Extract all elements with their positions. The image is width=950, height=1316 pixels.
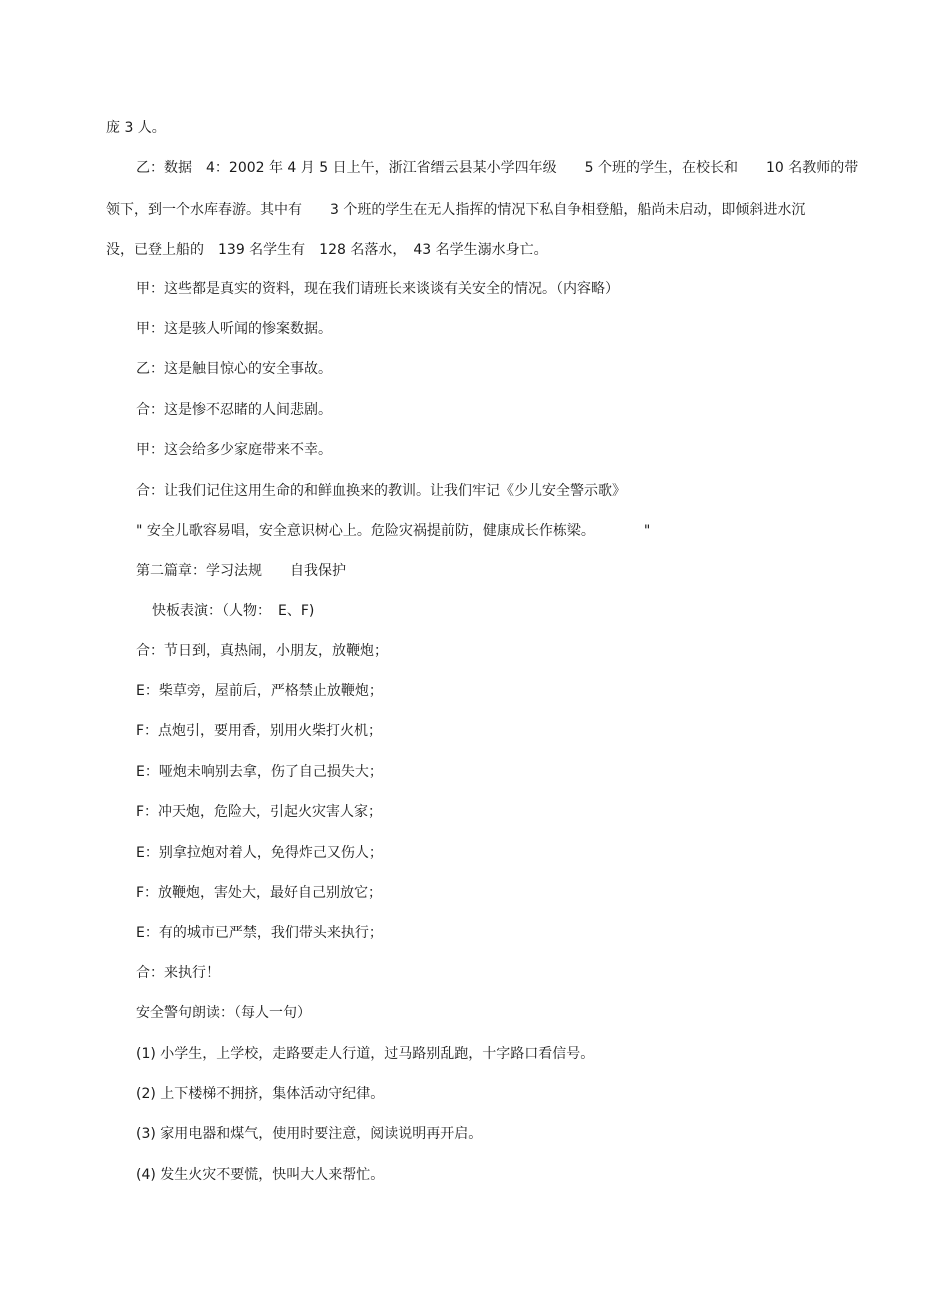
- text-line-19: E：别拿拉炮对着人，免得炸己又伤人；: [136, 845, 383, 861]
- text-line-1: 庞 3 人。: [106, 120, 166, 136]
- text-line-11: " 安全儿歌容易唱，安全意识树心上。危险灾祸提前防，健康成长作栋梁。 ": [136, 523, 651, 539]
- text-line-20: F：放鞭炮，害处大，最好自己别放它；: [136, 885, 383, 901]
- text-line-23: 安全警句朗读：（每人一句）: [136, 1005, 311, 1021]
- text-line-13: 快板表演：（人物： E、F): [152, 603, 315, 619]
- text-line-10: 合：让我们记住这用生命的和鲜血换来的教训。让我们牢记《少儿安全警示歌》: [136, 483, 626, 499]
- list-item-4: (4) 发生火灾不要慌，快叫大人来帮忙。: [136, 1167, 385, 1183]
- section-heading: 第二篇章：学习法规 自我保护: [136, 563, 346, 579]
- text-line-9: 甲：这会给多少家庭带来不幸。: [136, 442, 332, 458]
- text-line-18: F：冲天炮，危险大，引起火灾害人家；: [136, 804, 383, 820]
- text-line-4: 没，已登上船的 139 名学生有 128 名落水， 43 名学生溺水身亡。: [106, 242, 548, 258]
- text-line-21: E：有的城市已严禁，我们带头来执行；: [136, 925, 383, 941]
- text-line-2: 乙：数据 4：2002 年 4 月 5 日上午，浙江省缙云县某小学四年级 5 个班的学生，在校长和 10 名教师的带: [136, 160, 859, 176]
- text-line-5: 甲：这些都是真实的资料，现在我们请班长来谈谈有关安全的情况。（内容略）: [136, 281, 619, 297]
- list-item-2: (2) 上下楼梯不拥挤，集体活动守纪律。: [136, 1086, 385, 1102]
- text-line-17: E：哑炮未响别去拿，伤了自己损失大；: [136, 764, 383, 780]
- text-line-15: E：柴草旁，屋前后，严格禁止放鞭炮；: [136, 683, 383, 699]
- text-line-16: F：点炮引，要用香，别用火柴打火机；: [136, 723, 383, 739]
- text-line-22: 合：来执行！: [136, 965, 220, 981]
- text-line-8: 合：这是惨不忍睹的人间悲剧。: [136, 402, 332, 418]
- text-line-6: 甲：这是骇人听闻的惨案数据。: [136, 321, 332, 337]
- list-item-3: (3) 家用电器和煤气，使用时要注意，阅读说明再开启。: [136, 1126, 483, 1142]
- list-item-1: (1) 小学生，上学校，走路要走人行道，过马路别乱跑，十字路口看信号。: [136, 1046, 595, 1062]
- text-line-7: 乙：这是触目惊心的安全事故。: [136, 361, 332, 377]
- text-line-3: 领下，到一个水库春游。其中有 3 个班的学生在无人指挥的情况下私自争相登船，船尚未启动，即倾斜进水沉: [106, 202, 806, 218]
- text-line-14: 合：节日到，真热闹，小朋友，放鞭炮；: [136, 643, 388, 659]
